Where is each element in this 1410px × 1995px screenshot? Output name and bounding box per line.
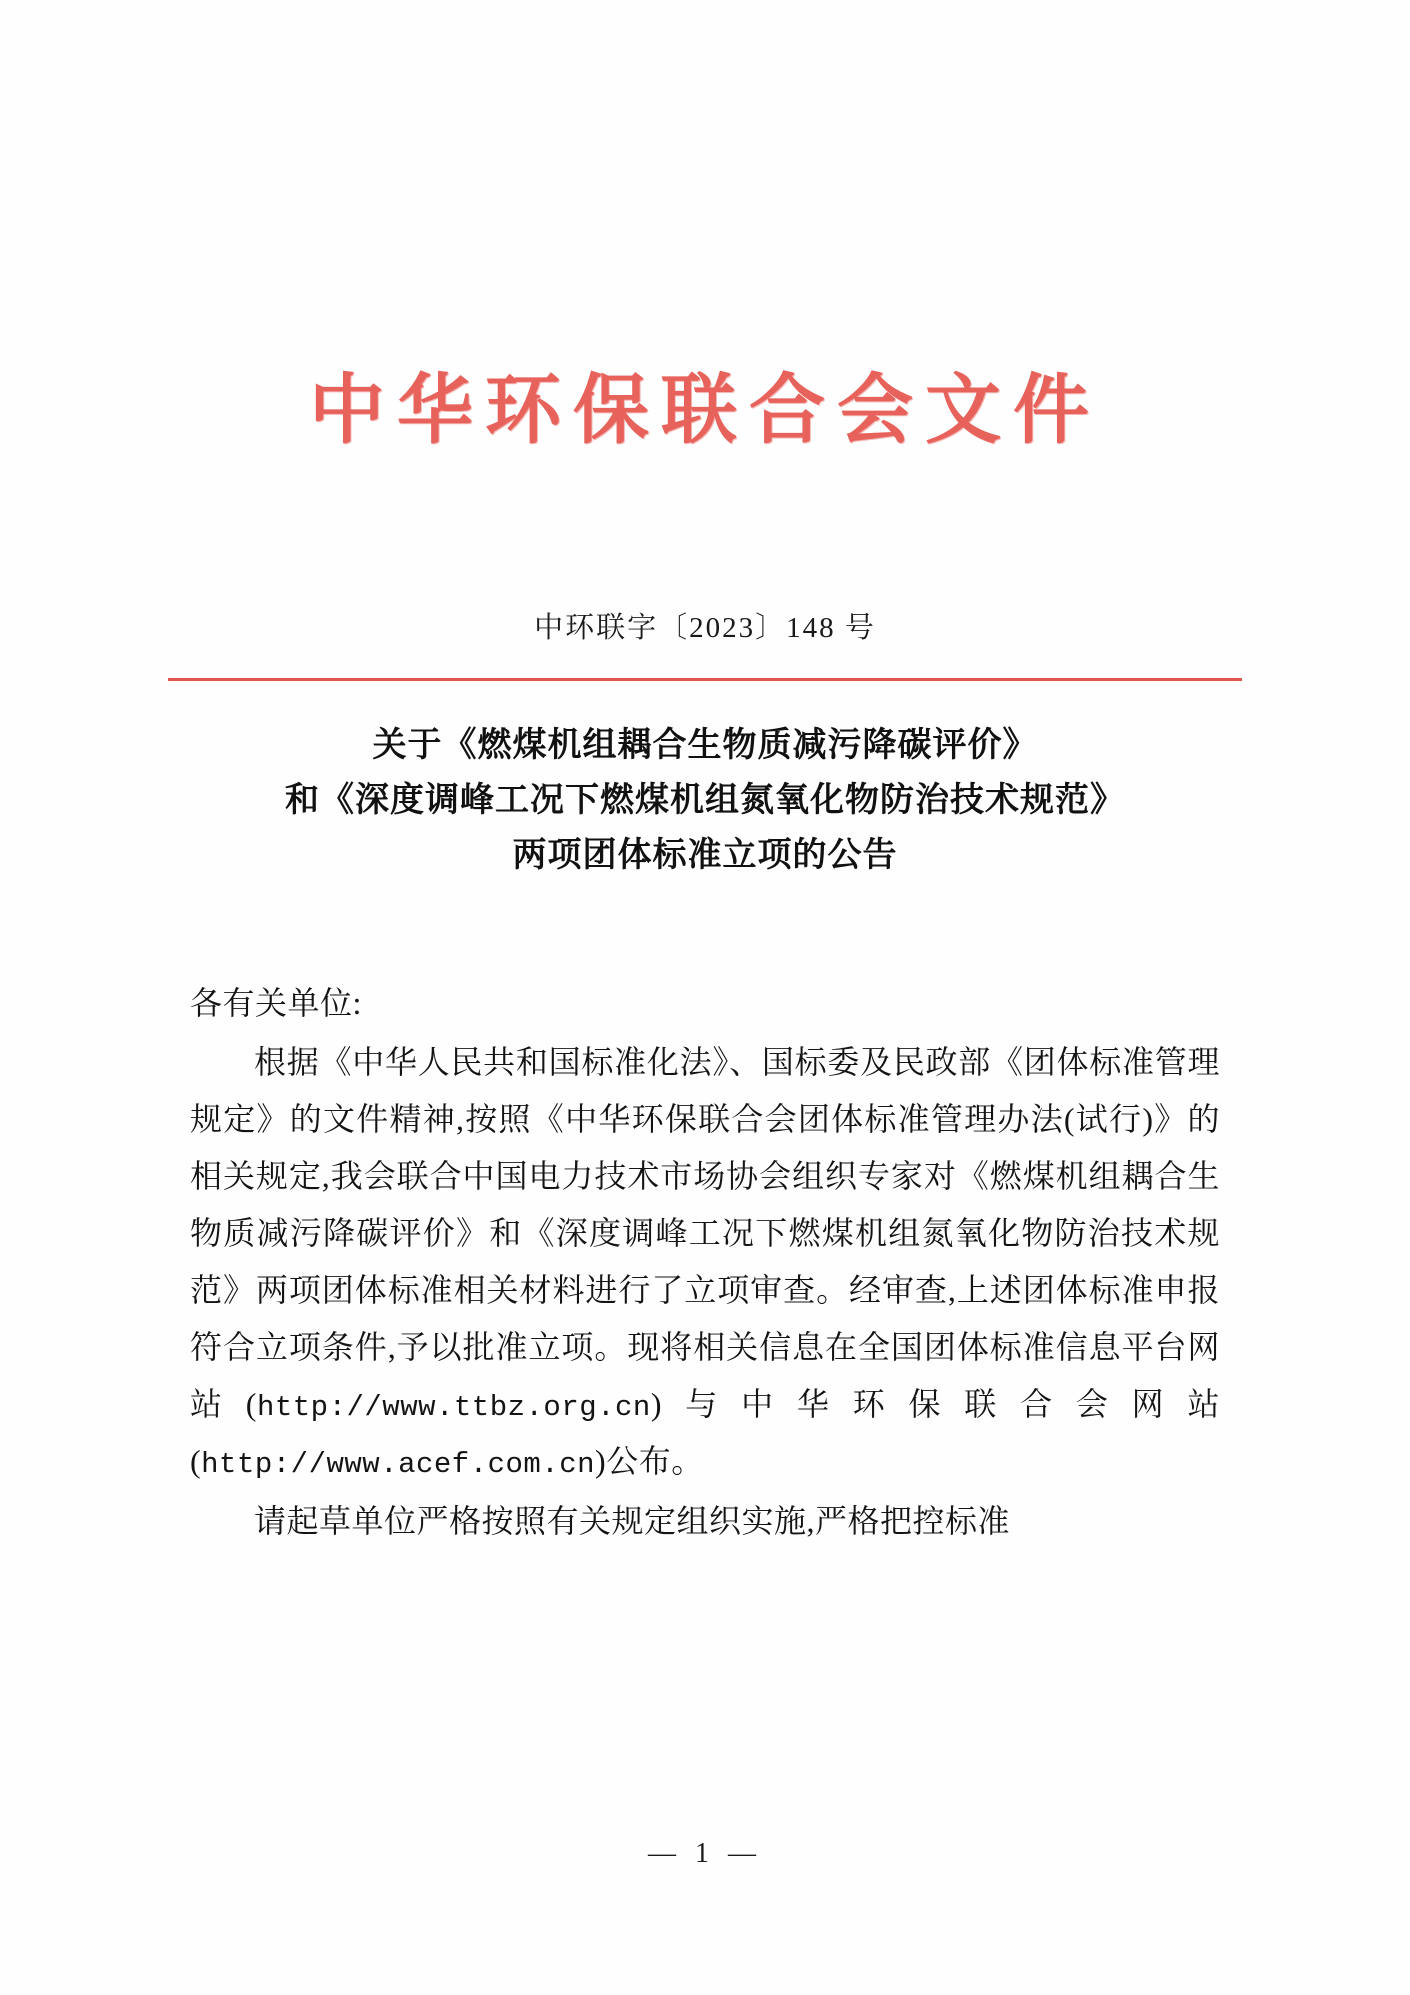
salutation: 各有关单位: — [190, 985, 362, 1021]
document-body — [190, 975, 1220, 1552]
page-number-footer: — 1 — — [648, 1838, 762, 1869]
body-paragraph-1 — [190, 1034, 1220, 1491]
red-divider-rule — [168, 678, 1242, 681]
ttbz-website-url[interactable]: http://www.ttbz.org.cn — [256, 1390, 651, 1424]
page-title-line-1: 关于《燃煤机组耦合生物质减污降碳评价》 — [372, 727, 1038, 764]
masthead — [0, 370, 1410, 454]
page-title-line-3: 两项团体标准立项的公告 — [512, 837, 898, 875]
page-title — [175, 718, 1235, 883]
paragraph-1-part-3: )公布。 — [595, 1443, 704, 1480]
paragraph-1-part-1: 根据《中华人民共和国标准化法》、国标委及民政部《团体标准管理规定》的文件精神,按照《中华环保联合会团体标准管理办法(试行)》的相关规定,我会联合中国电力技术市场协会组织专家对《燃煤机组耦合生物质减污降碳评价》和《深度调峰工况下燃煤机组氮氧化物防治技术规范》两项团体标准相关材料进行了立项审查。经审查,上述团体标准申报符合立项条件,予以批准立项。现将相关信息在全国团体标准信息平台网站( — [190, 1043, 1220, 1422]
body-paragraph-2: 请起草单位严格按照有关规定组织实施,严格把控标准 — [254, 1502, 1011, 1539]
page-title-line-2: 和《深度调峰工况下燃煤机组氮氧化物防治技术规范》 — [285, 782, 1125, 820]
document-number: 中环联字〔2023〕148 号 — [534, 612, 876, 644]
paragraph-1-part-2: )与中华环保联合会网站( — [190, 1385, 1220, 1480]
acef-website-url[interactable]: http://www.acef.com.cn — [201, 1448, 596, 1482]
organization-masthead-title: 中华环保联合会文件 — [309, 369, 1101, 453]
